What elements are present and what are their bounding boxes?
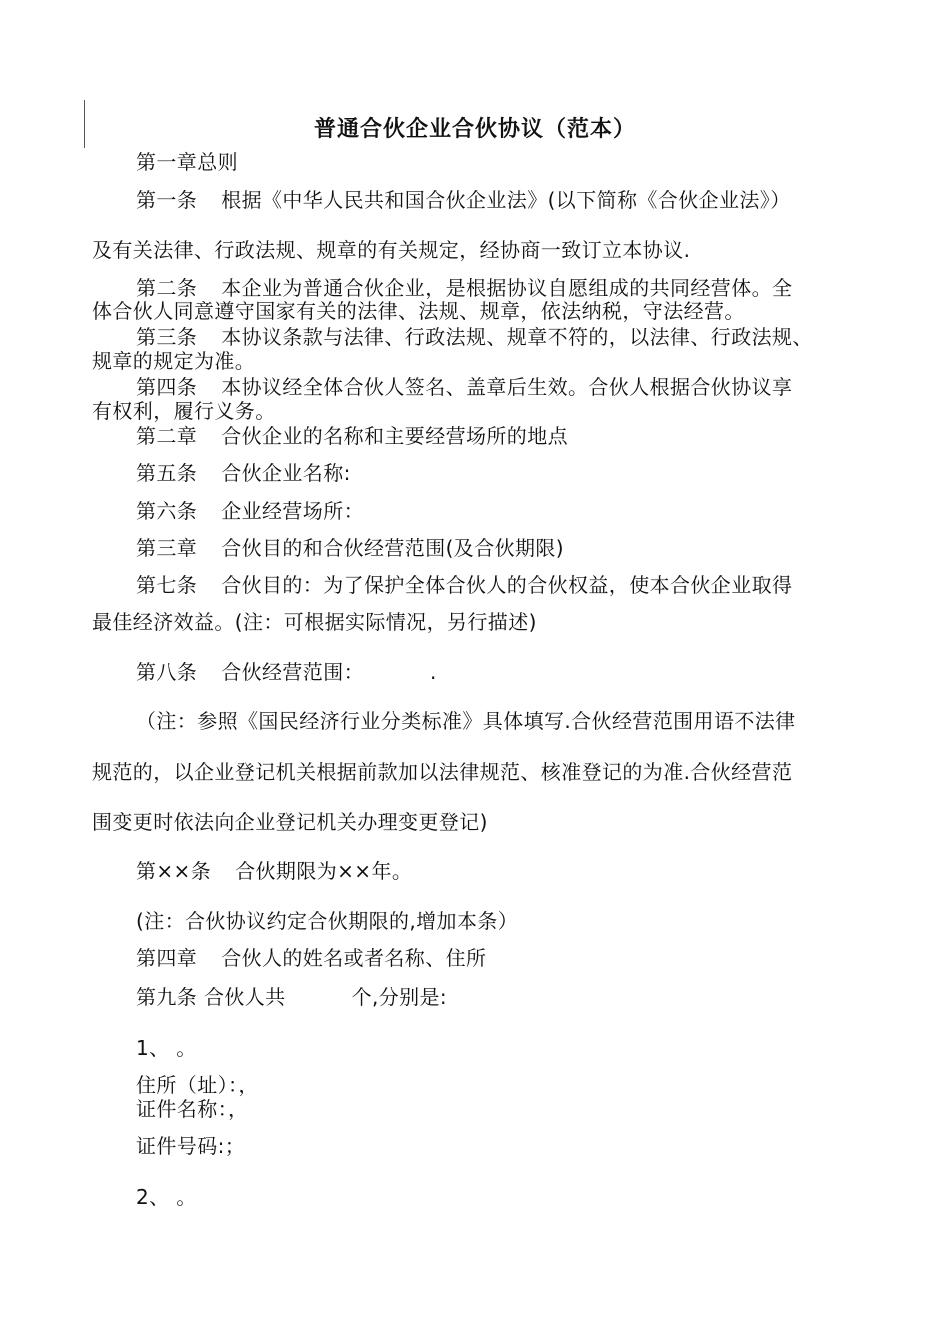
partner-id-type: 证件名称：， [136,1097,249,1121]
partner-item-1: 1、 。 [136,1036,197,1060]
article-9: 第九条 合伙人共 个,分别是: [136,985,448,1009]
article-2-continued: 体合伙人同意遵守国家有关的法律、法规、规章，依法纳税，守法经营。 [92,299,745,323]
note-partnership-term: (注：合伙协议约定合伙期限的,增加本条） [136,909,519,933]
chapter-1-heading: 第一章总则 [136,150,238,174]
note-business-scope-line-2: 规范的，以企业登记机关根据前款加以法律规范、核准登记的为准.合伙经营范 [92,760,793,784]
article-4: 第四条 本协议经全体合伙人签名、盖章后生效。合伙人根据合伙协议享 [136,375,793,399]
document-title: 普通合伙企业合伙协议（范本） [313,117,636,142]
article-5: 第五条 合伙企业名称: [136,461,351,485]
article-6: 第六条 企业经营场所： [136,499,365,523]
partner-id-number: 证件号码:； [136,1134,246,1158]
note-business-scope-line-3: 围变更时依法向企业登记机关办理变更登记) [92,810,488,834]
article-2: 第二条 本企业为普通合伙企业，是根据协议自愿组成的共同经营体。全 [136,276,793,300]
partner-address: 住所（址）：， [136,1073,259,1097]
chapter-3-heading: 第三章 合伙目的和合伙经营范围(及合伙期限) [136,536,565,560]
partner-item-2: 2、 。 [136,1185,197,1209]
note-business-scope-line-1: （注：参照《国民经济行业分类标准》具体填写.合伙经营范围用语不法律 [136,709,796,733]
article-3-continued: 规章的规定为准。 [92,349,256,373]
article-3: 第三条 本协议条款与法律、行政法规、规章不符的，以法律、行政法规、 [136,325,813,349]
article-7-continued: 最佳经济效益。(注：可根据实际情况，另行描述) [92,610,537,634]
chapter-4-heading: 第四章 合伙人的姓名或者名称、住所 [136,946,487,970]
article-xx: 第××条 合伙期限为××年。 [136,859,413,883]
article-1-continued: 及有关法律、行政法规、规章的有关规定，经协商一致订立本协议. [92,238,691,262]
article-7: 第七条 合伙目的：为了保护全体合伙人的合伙权益，使本合伙企业取得 [136,573,793,597]
article-4-continued: 有权利，履行义务。 [92,399,276,423]
article-1: 第一条 根据《中华人民共和国合伙企业法》(以下简称《合伙企业法》） [136,188,791,212]
chapter-2-heading: 第二章 合伙企业的名称和主要经营场所的地点 [136,424,569,448]
article-8: 第八条 合伙经营范围： . [136,660,437,684]
